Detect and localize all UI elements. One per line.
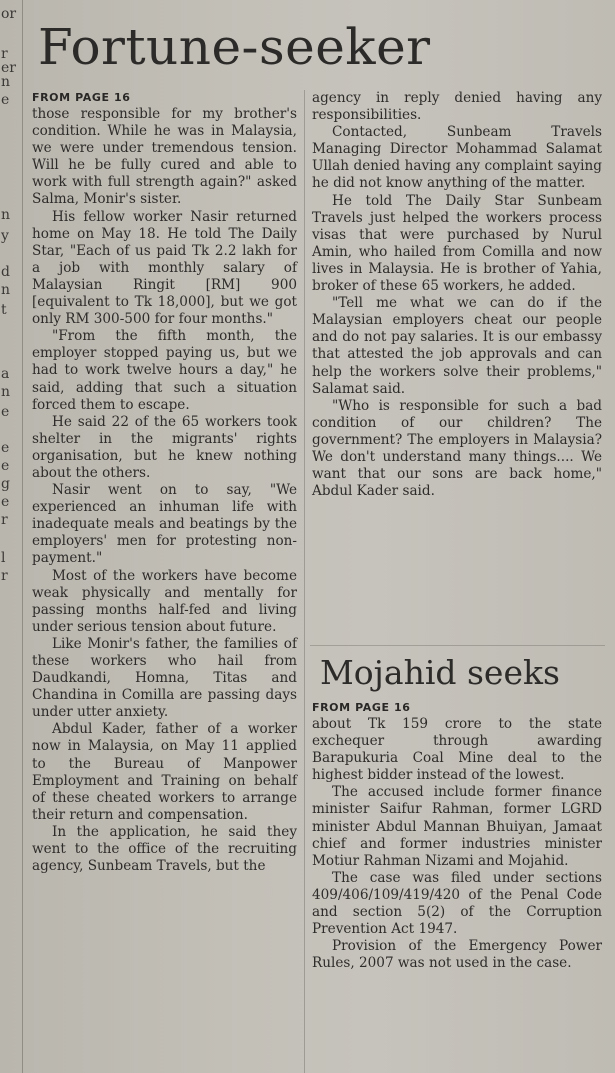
article-headline-2: Mojahid seeks (320, 653, 560, 692)
edge-letter: e (1, 440, 10, 456)
edge-letter: d (1, 264, 10, 280)
edge-letter: e (1, 494, 10, 510)
edge-letter: r (1, 568, 8, 584)
paragraph: Abdul Kader, father of a worker now in Malaysia, on May 11 applied to the Bureau of Manpower Employment and Training on behalf of these cheated workers to arrange their return and compensation. (32, 721, 297, 823)
article-2-column (312, 700, 602, 972)
paragraph: Nasir went on to say, "We experienced an inhuman life with inadequate meals and beatings by the employers' men for protesting non-payment." (32, 482, 297, 567)
column-divider (22, 0, 23, 1073)
paragraph: "Who is responsible for such a bad condition of our children? The government? The employers in Malaysia? We don't understand many things.... We want that our sons are back home," Abdul Kader said. (312, 397, 602, 500)
paragraph: The accused include former finance minister Saifur Rahman, former LGRD minister Abdul Mannan Bhuiyan, Jamaat chief and former industries minister Motiur Rahman Nizami and Mojahid. (312, 784, 602, 869)
article-headline: Fortune-seeker (38, 18, 431, 76)
paragraph: those responsible for my brother's condition. While he was in Malaysia, we were under tremendous tension. Will he be fully cured and able to work with full strength again?" asked Salma, Monir's sister. (32, 106, 297, 208)
paragraph: Provision of the Emergency Power Rules, 2007 was not used in the case. (312, 938, 602, 972)
edge-letter: e (1, 92, 10, 108)
paragraph: In the application, he said they went to the office of the recruiting agency, Sunbeam Travels, but the (32, 823, 297, 875)
jump-kicker: FROM PAGE 16 (312, 701, 411, 714)
edge-letter: n (1, 282, 11, 298)
edge-letter: l (1, 550, 6, 566)
paragraph: "From the fifth month, the employer stopped paying us, but we had to work twelve hours a day," he said, adding that such a situation forced them to escape. (32, 328, 297, 413)
paragraph: Contacted, Sunbeam Travels Managing Director Mohammad Salamat Ullah denied having any complaint saying he did not know anything of the matter. (312, 124, 602, 192)
edge-letter: n (1, 74, 11, 90)
paragraph: He told The Daily Star Sunbeam Travels just helped the workers process visas that were purchased by Nurul Amin, who hailed from Comilla and now lives in Malaysia. He is brother of Yahia, broker of these 65 workers, he added. (312, 192, 602, 295)
adjacent-column-fragment (0, 0, 18, 1073)
article-column-1 (32, 90, 297, 875)
edge-letter: n (1, 384, 11, 400)
paragraph: The case was filed under sections 409/406/109/419/420 of the Penal Code and section 5(2) of the Corruption Prevention Act 1947. (312, 869, 602, 938)
edge-letter: y (1, 228, 9, 244)
edge-letter: r (1, 512, 8, 528)
edge-letter: t (1, 302, 7, 318)
article-separator (310, 645, 605, 646)
paragraph: He said 22 of the 65 workers took shelter in the migrants' rights organisation, but he knew nothing about the others. (32, 413, 297, 481)
paragraph: "Tell me what we can do if the Malaysian employers cheat our people and do not pay salaries. It is our embassy that attested the job approvals and can help the workers solve their problems," Salamat said. (312, 295, 602, 397)
edge-letter: or (1, 6, 17, 22)
edge-letter: e (1, 404, 10, 420)
edge-letter: r (1, 46, 8, 62)
column-divider (304, 90, 305, 1073)
edge-letter: g (1, 476, 10, 492)
paragraph: His fellow worker Nasir returned home on May 18. He told The Daily Star, "Each of us paid Tk 2.2 lakh for a job with monthly salary of Malaysian Ringit [RM] 900 [equivalent to Tk 18,000], but we got only RM 300-500 for four months." (32, 208, 297, 328)
jump-kicker: FROM PAGE 16 (32, 91, 131, 104)
edge-letter: e (1, 458, 10, 474)
paragraph: agency in reply denied having any responsibilities. (312, 90, 602, 124)
edge-letter: er (1, 60, 16, 76)
edge-letter: a (1, 366, 10, 382)
paragraph: Like Monir's father, the families of these workers who hail from Daudkandi, Homna, Titas and Chandina in Comilla are passing days under utter anxiety. (32, 635, 297, 721)
paragraph: about Tk 159 crore to the state exchequer through awarding Barapukuria Coal Mine deal to the highest bidder instead of the lowest. (312, 716, 602, 784)
article-column-2 (312, 90, 602, 500)
paragraph: Most of the workers have become weak physically and mentally for passing months half-fed and living under serious tension about future. (32, 567, 297, 635)
edge-letter: n (1, 207, 11, 223)
